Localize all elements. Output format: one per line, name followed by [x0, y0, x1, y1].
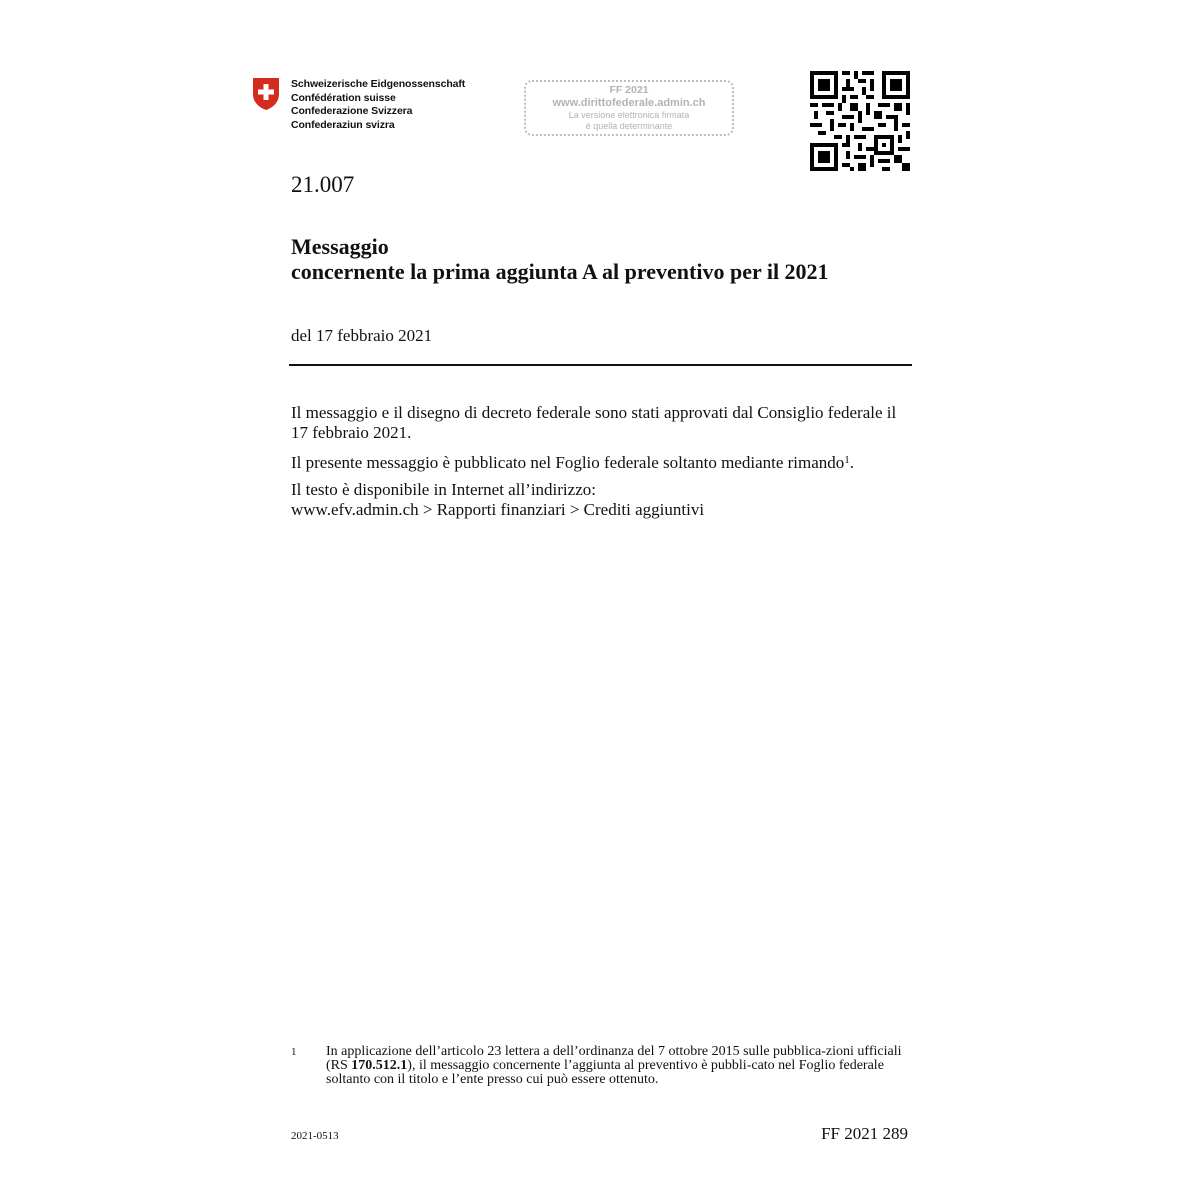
document-date: del 17 febbraio 2021 [291, 326, 433, 345]
footnote-reference[interactable]: 1 [844, 454, 850, 466]
swiss-cross-shield-icon [252, 77, 280, 111]
publication-end: . [849, 453, 855, 472]
document-number: 21.007 [291, 172, 355, 197]
page-reference: FF 2021 289 [821, 1124, 908, 1143]
footnote-rs-number: 170.512.1 [351, 1058, 408, 1073]
document-title [291, 234, 829, 284]
footnote-text [326, 1045, 913, 1087]
electronic-version-stamp [524, 80, 734, 136]
conf-name-it: Confederazione Svizzera [291, 105, 413, 117]
document-code: 2021-0513 [291, 1130, 339, 1142]
title-line-1: Messaggio [291, 234, 389, 259]
stamp-line-4: è quella determinante [585, 121, 673, 131]
availability-intro: Il testo è disponibile in Internet all’indirizzo: [291, 480, 596, 499]
footnote-number: 1 [291, 1046, 297, 1058]
paragraph-publication [291, 450, 916, 473]
stamp-line-2: www.dirittofederale.admin.ch [552, 97, 706, 109]
footnote-text-before: In applicazione dell’articolo 23 lettera a dell’ordinanza del 7 ottobre 2015 sulle pubblica-zioni ufficiali (RS [326, 1044, 902, 1073]
footnote-text-after: ), il messaggio concernente l’aggiunta al preventivo è pubbli-cato nel Foglio federale soltanto con il titolo e l’ente presso cui può essere ottenuto. [326, 1058, 884, 1087]
confederation-names [291, 78, 465, 132]
title-divider [289, 364, 912, 366]
conf-name-fr: Confédération suisse [291, 91, 396, 104]
stamp-line-3: La versione elettronica firmata [568, 110, 690, 120]
paragraph-approval: Il messaggio e il disegno di decreto federale sono stati approvati dal Consiglio federale il 17 febbraio 2021. [291, 403, 897, 442]
paragraph-availability [291, 480, 916, 520]
stamp-line-1: FF 2021 [609, 84, 649, 96]
qr-code-icon [810, 71, 910, 171]
availability-path: www.efv.admin.ch > Rapporti finanziari > Crediti aggiuntivi [291, 500, 705, 519]
conf-name-rm: Confederaziun svizra [291, 118, 395, 131]
title-line-2: concernente la prima aggiunta A al preventivo per il 2021 [291, 259, 829, 284]
document-body [291, 403, 916, 527]
footnote [291, 1045, 913, 1087]
publication-text: Il presente messaggio è pubblicato nel Foglio federale soltanto mediante rimando [291, 453, 845, 472]
conf-name-de: Schweizerische Eidgenossenschaft [291, 78, 466, 90]
